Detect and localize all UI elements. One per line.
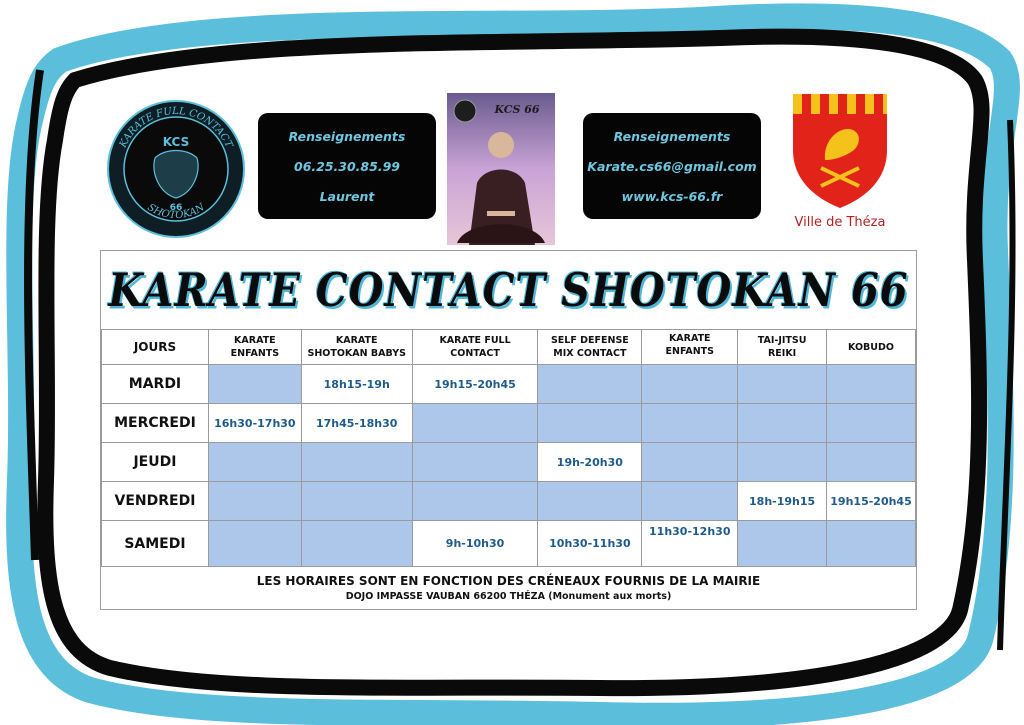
empty-slot <box>538 365 642 404</box>
time-slot: 16h30-17h30 <box>208 404 301 443</box>
empty-slot <box>412 404 538 443</box>
empty-slot <box>301 443 412 482</box>
column-header: JOURS <box>102 330 209 365</box>
column-header: KARATE ENFANTS <box>642 330 738 365</box>
footer-address: DOJO IMPASSE VAUBAN 66200 THÉZA (Monument aux morts) <box>345 591 672 602</box>
logo-number: 66 <box>169 203 183 213</box>
empty-slot <box>738 521 827 567</box>
day-label: SAMEDI <box>102 521 209 567</box>
empty-slot <box>208 521 301 567</box>
column-header: KARATE SHOTOKAN BABYS <box>301 330 412 365</box>
empty-slot <box>208 482 301 521</box>
day-label: JEUDI <box>102 443 209 482</box>
logo-ring-text: KARATE FULL CONTACT <box>117 105 235 150</box>
empty-slot <box>738 404 827 443</box>
table-header-row <box>102 330 916 365</box>
info-phone[interactable]: 06.25.30.85.99 <box>294 158 400 174</box>
empty-slot <box>412 482 538 521</box>
info-title: Renseignements <box>288 128 406 144</box>
master-head <box>488 132 514 158</box>
contact-info-box-email <box>583 113 761 219</box>
kcs-club-logo <box>105 98 247 240</box>
time-slot: 18h-19h15 <box>738 482 827 521</box>
info-email[interactable]: Karate.cs66@gmail.com <box>587 158 757 174</box>
info-title: Renseignements <box>613 128 731 144</box>
empty-slot <box>738 365 827 404</box>
karate-master-photo <box>447 93 555 245</box>
photo-caption: KCS 66 <box>494 103 540 116</box>
empty-slot <box>301 482 412 521</box>
footer-notice: LES HORAIRES SONT EN FONCTION DES CRÉNEAUX FOURNIS DE LA MAIRIE <box>256 574 761 588</box>
logo-center-text: KCS <box>162 135 190 149</box>
time-slot: 11h30-12h30 <box>642 521 738 567</box>
time-slot: 10h30-11h30 <box>538 521 642 567</box>
empty-slot <box>301 521 412 567</box>
empty-slot <box>642 404 738 443</box>
empty-slot <box>827 365 916 404</box>
schedule-panel <box>100 250 917 610</box>
table-row <box>102 365 916 404</box>
empty-slot <box>208 365 301 404</box>
time-slot: 9h-10h30 <box>412 521 538 567</box>
logo-bottom-text: SHOTOKAN <box>145 202 207 222</box>
empty-slot <box>538 482 642 521</box>
column-header: KARATE ENFANTS <box>208 330 301 365</box>
schedule-title-row <box>101 251 916 330</box>
empty-slot <box>642 365 738 404</box>
schedule-table <box>101 329 916 567</box>
info-contact-name: Laurent <box>319 188 375 204</box>
theza-town-crest <box>785 90 895 230</box>
column-header: SELF DEFENSE MIX CONTACT <box>538 330 642 365</box>
day-label: MERCREDI <box>102 404 209 443</box>
empty-slot <box>827 521 916 567</box>
time-slot: 19h-20h30 <box>538 443 642 482</box>
time-slot: 17h45-18h30 <box>301 404 412 443</box>
empty-slot <box>642 482 738 521</box>
empty-slot <box>208 443 301 482</box>
column-header: KOBUDO <box>827 330 916 365</box>
schedule-footer <box>101 566 916 609</box>
empty-slot <box>412 443 538 482</box>
table-row <box>102 443 916 482</box>
time-slot: 19h15-20h45 <box>412 365 538 404</box>
day-label: VENDREDI <box>102 482 209 521</box>
schedule-title: KARATE CONTACT SHOTOKAN 66 <box>108 262 909 318</box>
info-website[interactable]: www.kcs-66.fr <box>621 188 723 204</box>
day-label: MARDI <box>102 365 209 404</box>
column-header: KARATE FULL CONTACT <box>412 330 538 365</box>
empty-slot <box>538 404 642 443</box>
empty-slot <box>827 404 916 443</box>
empty-slot <box>738 443 827 482</box>
crest-town-name: Ville de Théza <box>794 215 886 230</box>
time-slot: 19h15-20h45 <box>827 482 916 521</box>
table-row <box>102 404 916 443</box>
time-slot: 18h15-19h <box>301 365 412 404</box>
column-header: TAI-JITSU REIKI <box>738 330 827 365</box>
empty-slot <box>827 443 916 482</box>
table-row <box>102 482 916 521</box>
kcs-small-logo-icon <box>454 100 476 122</box>
empty-slot <box>642 443 738 482</box>
table-row <box>102 521 916 567</box>
contact-info-box-phone <box>258 113 436 219</box>
